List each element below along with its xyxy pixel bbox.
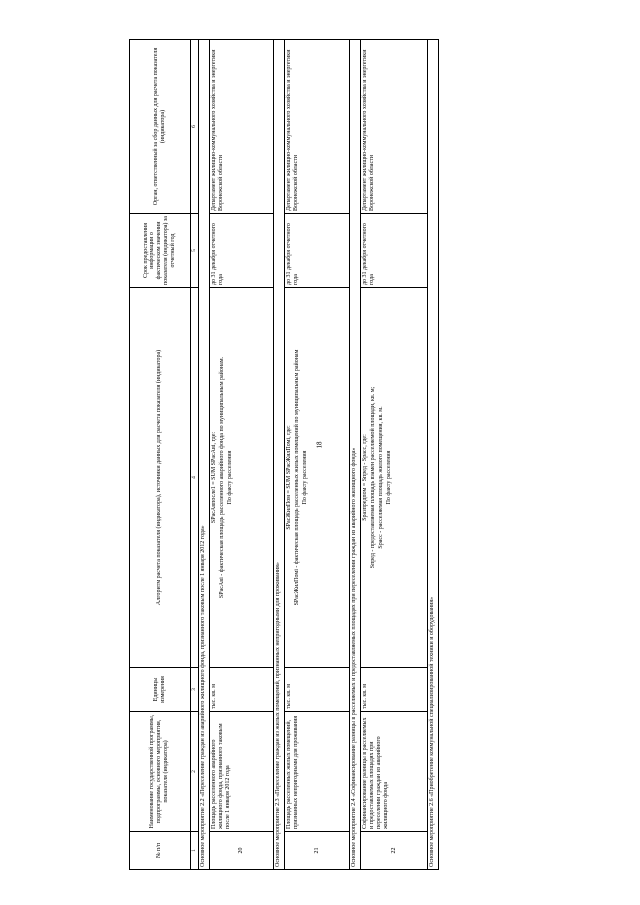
formula-line: По факту расселения — [226, 450, 233, 505]
indicator-unit: тыс. кв. м — [209, 668, 274, 712]
table-row — [285, 40, 350, 870]
formula-line: SРасЖилПом = SUM SРасЖилПомi, где: — [286, 425, 293, 530]
formula-line: Sрасс - расселяемая площадь жилого помещения, кв. м. — [377, 406, 384, 549]
indicator-deadline: до 31 декабря отчетного года — [361, 214, 428, 288]
section-row — [427, 40, 438, 870]
rotated-table-wrapper — [129, 40, 439, 870]
formula-line: SРасАвi - фактическая площадь расселенного аварийного фонда по муниципальным районам. — [218, 356, 225, 599]
indicator-agency: Департамент жилищно-коммунального хозяйства и энергетики Воронежской области — [361, 40, 428, 214]
row-number: 22 — [361, 832, 428, 870]
indicator-agency: Департамент жилищно-коммунального хозяйства и энергетики Воронежской области — [285, 40, 350, 214]
page-number: 18 — [315, 441, 324, 449]
column-number: 4 — [190, 288, 198, 668]
section-row — [198, 40, 209, 870]
indicator-unit: тыс. кв. м — [285, 668, 350, 712]
formula-line: Sпред - предоставляемая площадь взамен расселяемой площади, кв. м; — [370, 386, 377, 569]
section-row — [274, 40, 285, 870]
column-number: 3 — [190, 668, 198, 712]
header-unit: Единицы измерения — [130, 668, 191, 712]
indicator-deadline: до 31 декабря отчетного года — [285, 214, 350, 288]
indicator-formula — [285, 288, 350, 668]
indicator-agency: Департамент жилищно-коммунального хозяйства и энергетики Воронежской области — [209, 40, 274, 214]
section-row — [350, 40, 361, 870]
section-title: Основное мероприятие 2.3 «Переселение граждан из жилых помещений, признанных непригодными для проживания» — [274, 40, 285, 870]
header-agency: Орган, ответственный за сбор данных для расчета показателя (индикатора) — [130, 40, 191, 214]
column-numbers-row — [190, 40, 198, 870]
indicator-formula — [361, 288, 428, 668]
column-number: 1 — [190, 832, 198, 870]
column-number: 2 — [190, 712, 198, 832]
header-formula: Алгоритм расчета показателя (индикатора), источники данных для расчета показателя (индикатора) — [130, 288, 191, 668]
header-deadline: Срок предоставления информации о фактическом значении показателя (индикатора) за отчетный год — [130, 214, 191, 288]
formula-line: SРасЖилПомi - фактическая площадь расселенных жилых помещений по муниципальным районам — [294, 349, 301, 606]
row-number: 21 — [285, 832, 350, 870]
section-title: Основное мероприятие 2.6 «Приобретение коммунальной специализированной техники и оборудования» — [427, 40, 438, 870]
indicator-name: Площадь расселенных жилых помещений, признанных непригодными для проживания — [285, 712, 350, 832]
table-row — [361, 40, 428, 870]
header-number: № п/п — [130, 832, 191, 870]
column-number: 6 — [190, 40, 198, 214]
indicator-unit: тыс. кв. м — [361, 668, 428, 712]
formula-line: По факту расселения — [302, 450, 309, 505]
indicator-formula — [209, 288, 274, 668]
table-row — [209, 40, 274, 870]
indicator-name: Площадь расселенного аварийного жилищного фонда, признанного таковым после 1 января 2012 года — [209, 712, 274, 832]
section-title: Основное мероприятие 2.4 «Софинансирование разницы в расселяемых и предоставляемых площадях при переселении граждан из аварийного жилищного фонда» — [350, 40, 361, 870]
formula-line: Sразпредпом = Sпред - Sрасс, где: — [362, 434, 369, 521]
indicator-name: Софинансирование разницы в расселяемых и предоставляемых площадях при переселении граждан из аварийного жилищного фонда — [361, 712, 428, 832]
column-number: 5 — [190, 214, 198, 288]
indicators-table — [129, 39, 439, 870]
table-header-row — [130, 40, 191, 870]
formula-line: По факту расселения — [385, 450, 392, 505]
formula-line: SРасАвпосле1 = SUM SРасАвi, где: — [210, 431, 217, 524]
indicator-deadline: до 31 декабря отчетного года — [209, 214, 274, 288]
header-name: Наименование государственной программы, подпрограммы, основного мероприятия, показателя (индикатора) — [130, 712, 191, 832]
row-number: 20 — [209, 832, 274, 870]
section-title: Основное мероприятие 2.2 «Переселение граждан из аварийного жилищного фонда, признанного таковым после 1 января 2012 года» — [198, 40, 209, 870]
